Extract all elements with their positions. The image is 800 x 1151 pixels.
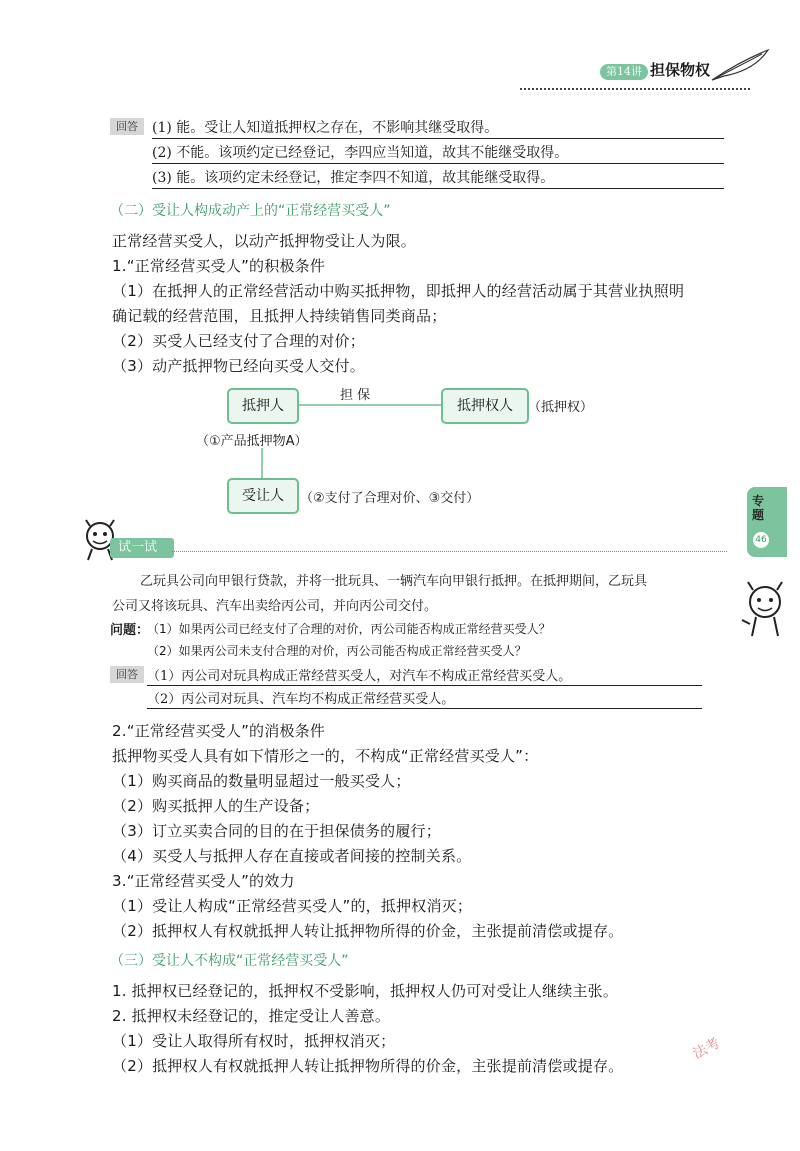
transferee-note: （②支付了合理对价、③交付） [300,491,480,506]
answer-line: (3) 能。该项约定未经登记，推定李四不知道，故其能继受取得。 [152,167,724,189]
paragraph-line: （1）在抵押人的正常经营活动中购买抵押物，即抵押人的经营活动属于其营业执照明 [112,282,685,300]
paragraph-line: （2）抵押权人有权就抵押人转让抵押物所得的价金，主张提前清偿或提存。 [112,1057,624,1075]
answer-line: （2）丙公司对玩具、汽车均不构成正常经营买受人。 [147,688,702,709]
mortgagor-node: 抵押人 [227,388,299,424]
link-label: 担 保 [340,388,371,403]
answer-tag: 回答 [110,666,144,683]
paragraph-line: 抵押物买受人具有如下情形之一的，不构成“正常经营买受人”： [112,747,539,765]
question-label: 问题： [110,623,150,638]
side-tab-label: 专题 [752,494,765,522]
watermark-stamp: 法考 [690,1035,723,1063]
transferee-node: 受让人 [227,478,299,514]
paragraph-line: （2）买受人已经支付了合理的对价； [112,332,365,350]
paragraph-line: （2）购买抵押人的生产设备； [112,797,320,815]
story-line: 公司又将该玩具、汽车出卖给丙公司，并向丙公司交付。 [112,599,438,614]
answer-tag: 回答 [110,118,144,135]
paragraph-line: 正常经营买受人，以动产抵押物受让人为限。 [112,232,417,250]
question-line: （1）如果丙公司已经支付了合理的对价，丙公司能否构成正常经营买受人？ [147,622,551,636]
answer-line: (2) 不能。该项约定已经登记，李四应当知道，故其不能继受取得。 [152,142,724,164]
paragraph-line: 2.“正常经营买受人”的消极条件 [112,722,326,740]
mortgagee-note: （抵押权） [528,400,594,415]
paragraph-line: 3.“正常经营买受人”的效力 [112,872,295,890]
answer-line: (1) 能。受让人知道抵押权之存在，不影响其继受取得。 [152,117,724,139]
chapter-title: 担保物权 [650,61,711,79]
lesson-badge: 第14讲 [600,64,648,80]
paragraph-line: 1.“正常经营买受人”的积极条件 [112,257,326,275]
try-it-badge: 试一试 [110,538,174,558]
mascot-icon [740,580,790,640]
paragraph-line: 确记载的经营范围，且抵押人持续销售同类商品； [112,307,447,325]
paragraph-line: （4）买受人与抵押人存在直接或者间接的控制关系。 [112,847,472,865]
mortgagee-node: 抵押权人 [441,388,529,424]
paragraph-line: （1）受让人构成“正常经营买受人”的，抵押权消灭； [112,897,473,915]
try-it-divider [172,551,727,552]
section-heading: （三）受让人不构成“正常经营买受人” [110,953,349,969]
answer-line: （1）丙公司对玩具构成正常经营买受人，对汽车不构成正常经营买受人。 [147,665,702,686]
paragraph-line: （2）抵押权人有权就抵押人转让抵押物所得的价金，主张提前清偿或提存。 [112,922,624,940]
section-heading: （二）受让人构成动产上的“正常经营买受人” [110,203,391,219]
paragraph-line: （1）购买商品的数量明显超过一般买受人； [112,772,411,790]
sale-label: （①产品抵押物A） [196,434,308,449]
paragraph-line: 2. 抵押权未经登记的，推定受让人善意。 [112,1007,391,1025]
paragraph-line: （1）受让人取得所有权时，抵押权消灭； [112,1032,396,1050]
story-line: 乙玩具公司向甲银行贷款，并将一批玩具、一辆汽车向甲银行抵押。在抵押期间，乙玩具 [140,574,648,589]
paragraph-line: （3）动产抵押物已经向买受人交付。 [112,357,365,375]
question-line: （2）如果丙公司未支付合理的对价，丙公司能否构成正常经营买受人？ [147,644,527,658]
side-tab-number: 46 [753,532,769,548]
paragraph-line: （3）订立买卖合同的目的在于担保债务的履行； [112,822,441,840]
paragraph-line: 1. 抵押权已经登记的，抵押权不受影响，抵押权人仍可对受让人继续主张。 [112,982,619,1000]
